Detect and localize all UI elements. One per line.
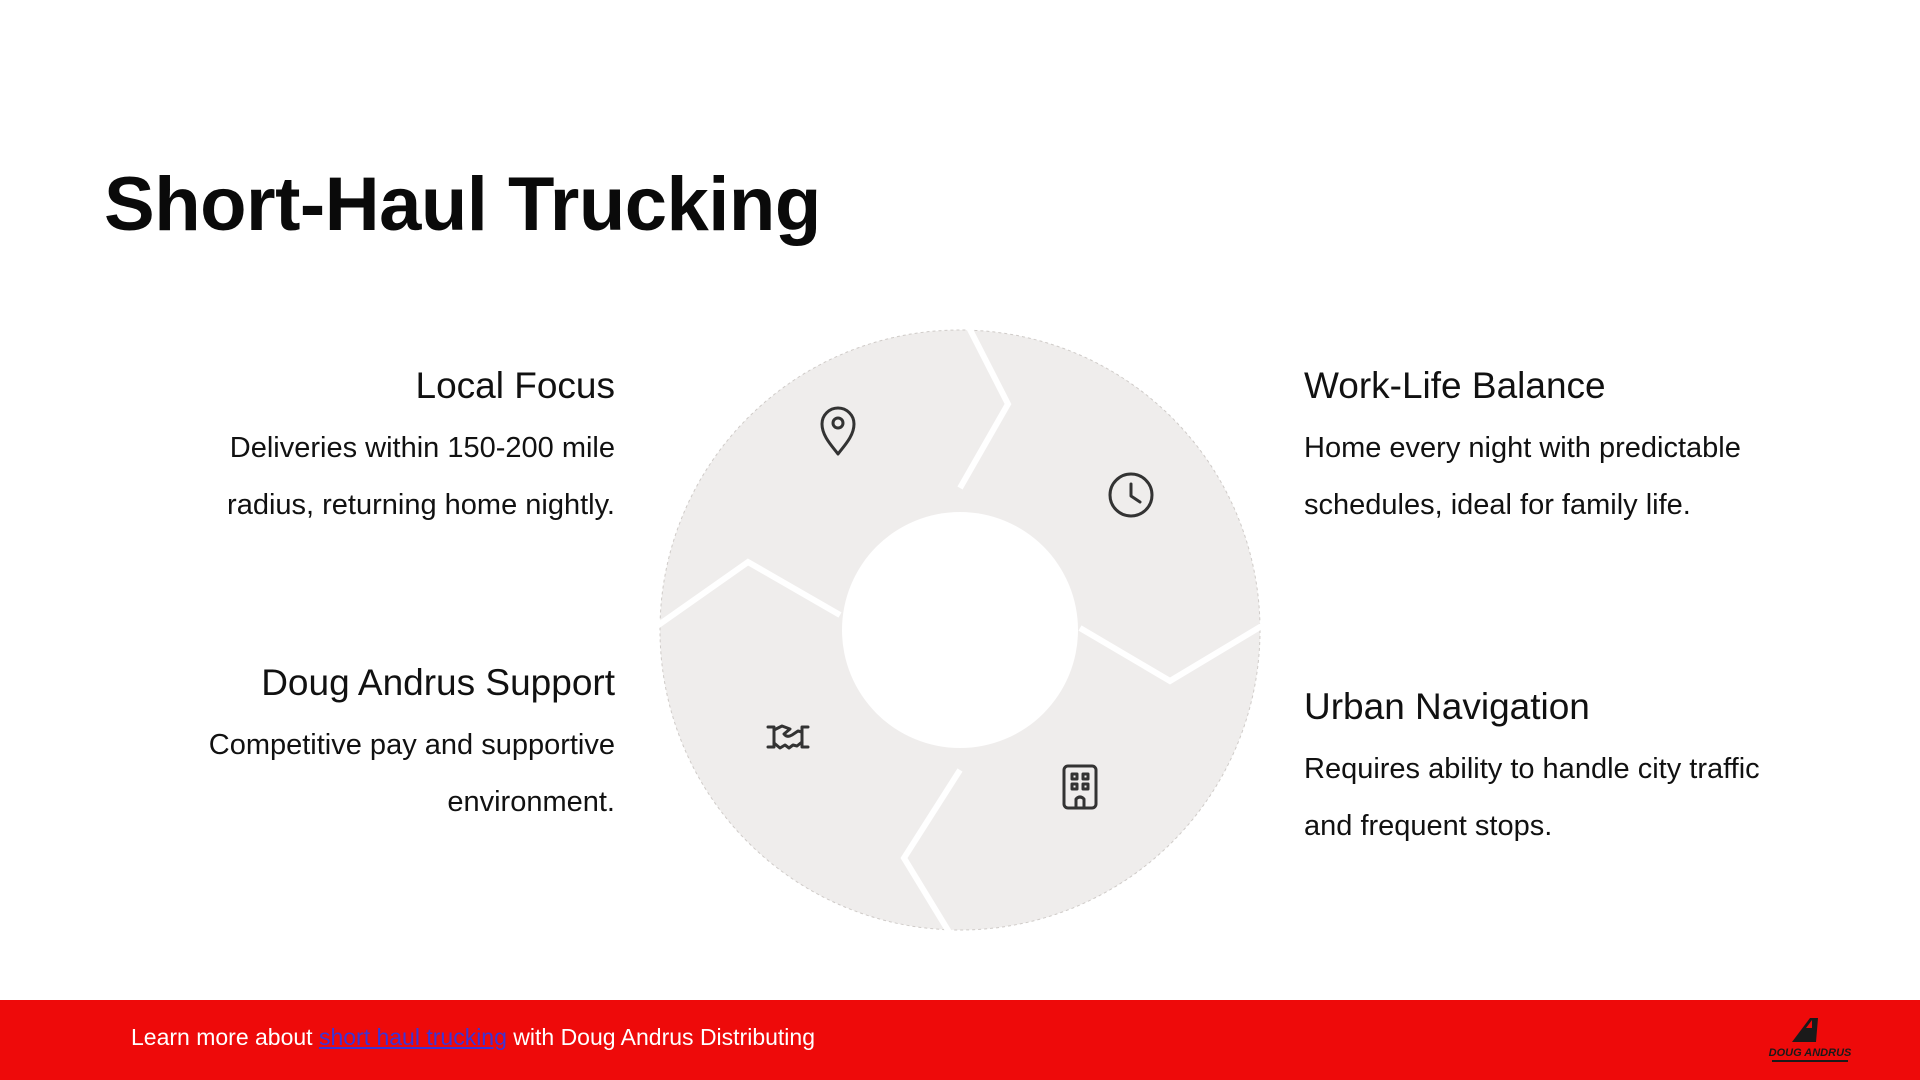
support-line-2: environment. (447, 786, 615, 819)
urban-line-1: Requires ability to handle city traffic (1304, 753, 1760, 786)
local-focus-heading: Local Focus (415, 365, 615, 406)
urban-line-2: and frequent stops. (1304, 810, 1553, 843)
local-focus-description (155, 420, 615, 534)
footer-prefix: Learn more about (131, 1024, 319, 1050)
work-life-heading: Work-Life Balance (1304, 365, 1606, 406)
footer-text (131, 1024, 815, 1051)
support-description (155, 717, 615, 831)
work-life-description (1304, 420, 1764, 534)
urban-description (1304, 741, 1764, 855)
cycle-diagram (640, 310, 1280, 950)
doug-andrus-logo (1752, 1014, 1868, 1068)
work-life-line-1: Home every night with predictable (1304, 432, 1741, 465)
support-heading: Doug Andrus Support (261, 662, 615, 703)
short-haul-trucking-link[interactable]: short haul trucking (318, 1024, 507, 1050)
local-focus-line-2: radius, returning home nightly. (227, 489, 615, 522)
footer-bar (0, 1000, 1920, 1080)
support-line-1: Competitive pay and supportive (208, 729, 615, 762)
urban-heading: Urban Navigation (1304, 686, 1590, 727)
local-focus-line-1: Deliveries within 150-200 mile (229, 432, 615, 465)
work-life-line-2: schedules, ideal for family life. (1304, 489, 1691, 522)
logo-text: DOUG ANDRUS (1768, 1047, 1852, 1059)
footer-suffix: with Doug Andrus Distributing (506, 1024, 815, 1050)
work-life-block (1304, 364, 1764, 534)
local-focus-block (155, 364, 615, 534)
support-block (155, 661, 615, 831)
urban-block (1304, 685, 1764, 855)
slide-title: Short-Haul Trucking (104, 162, 821, 247)
cycle-ring (660, 330, 1260, 930)
